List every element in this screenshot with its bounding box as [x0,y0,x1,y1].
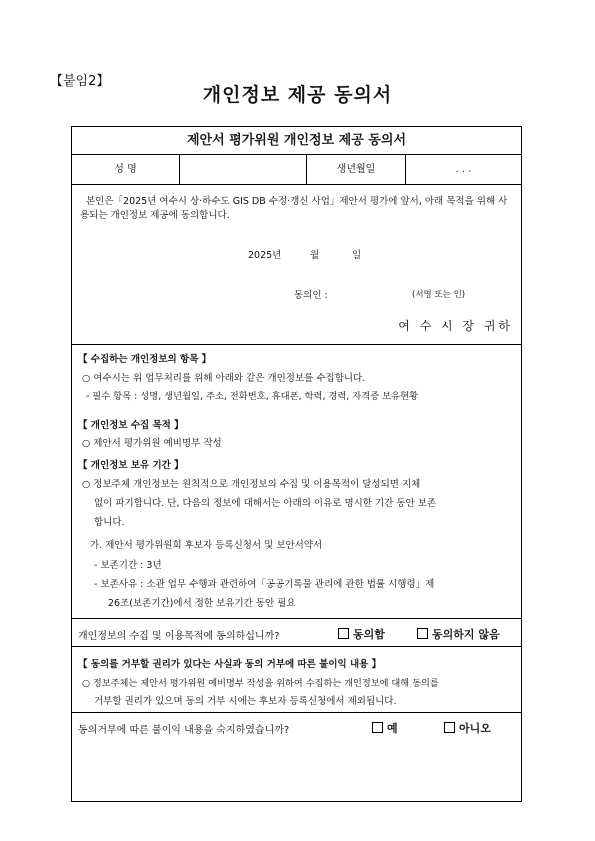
signature-note: (서명 또는 인) [412,290,466,300]
purpose-section [72,417,521,459]
agree-label: 동의함 [353,628,385,641]
no-checkbox[interactable] [444,722,455,733]
acknowledge-question: 동의거부에 따른 불이익 내용을 숙지하였습니까? [78,725,290,736]
date-year: 2025년 [248,250,282,261]
yes-label: 예 [387,722,398,735]
retention-heading: 【 개인정보 보유 기간 】 [78,460,184,471]
date-month: 월 [310,250,320,261]
name-label: 성 명 [114,164,137,175]
intro-text: 본인은「2025년 여수시 상·하수도 GIS DB 수정·갱신 사업」제안서 평가에 앞서, 아래 목적을 위해 사용되는 개인정보 제공에 동의합니다. [80,196,508,221]
purpose-line1: ○ 제안서 평가위원 예비명부 작성 [82,438,222,449]
birth-label: 생년월일 [336,164,376,175]
collect-items-section [72,345,521,417]
purpose-heading: 【 개인정보 수집 목적 】 [78,420,184,431]
agree-option[interactable] [338,626,385,642]
refusal-line2: 거부할 권리가 있으며 동의 거부 시에는 후보자 등록신청에서 제외됩니다. [94,696,397,707]
retention-line7: 26조(보존기간)에서 정한 보유기간 동안 필요 [108,598,296,609]
refusal-line1: ○ 정보주체는 제안서 평가위원 예비명부 작성을 위하여 수집하는 개인정보에 대해 동의를 [82,678,439,689]
yes-option[interactable] [372,720,398,736]
no-label: 아니오 [459,722,491,735]
name-field[interactable] [180,155,306,184]
retention-line3: 합니다. [94,517,125,528]
retention-line2: 없이 파기합니다. 단, 다음의 정보에 대해서는 아래의 이유로 명시한 기간 동안 보존 [94,498,437,509]
agree-checkbox[interactable] [338,628,349,639]
addressee: 여 수 시 장 귀하 [398,319,513,333]
attachment-label: 【붙임2】 [50,74,110,89]
consent-question: 개인정보의 수집 및 이용목적에 동의하십니까? [78,631,280,642]
retention-line4: 가. 제안서 평가위원회 후보자 등록신청서 및 보안서약서 [90,540,323,551]
acknowledge-question-row [72,712,521,742]
consent-form [71,126,522,802]
no-option[interactable] [444,720,491,736]
consent-statement [72,185,521,345]
yes-checkbox[interactable] [372,722,383,733]
consent-question-row [72,618,521,647]
disagree-label: 동의하지 않음 [432,628,500,641]
date-day: 일 [352,250,362,261]
collect-items-line2: - 필수 항목 : 성명, 생년월일, 주소, 전화번호, 휴대폰, 학력, 경력, 자격증 보유현황 [86,391,419,402]
collect-items-line1: ○ 여수시는 위 업무처리를 위해 아래와 같은 개인정보를 수집합니다. [82,373,366,384]
birth-field[interactable]: . . . [455,164,472,175]
personal-info-row [72,155,521,185]
retention-line5: - 보존기간 : 3년 [94,560,162,571]
retention-line6: - 보존사유 : 소관 업무 수행과 관련하여「공공기록물 관리에 관한 법률 시행령」제 [94,579,435,590]
refusal-section [72,647,521,713]
refusal-heading: 【 동의를 거부할 권리가 있다는 사실과 동의 거부에 따른 불이익 내용 】 [78,659,382,670]
document-title: 개인정보 제공 동의서 [202,84,393,106]
form-title: 제안서 평가위원 개인정보 제공 동의서 [72,127,521,155]
disagree-option[interactable] [417,626,500,642]
retention-section [72,457,521,617]
collect-items-heading: 【 수집하는 개인정보의 항목 】 [78,354,212,365]
disagree-checkbox[interactable] [417,628,428,639]
retention-line1: ○ 정보주체 개인정보는 원칙적으로 개인정보의 수집 및 이용목적이 달성되면 지체 [82,479,421,490]
signer-label: 동의인 : [294,290,328,301]
